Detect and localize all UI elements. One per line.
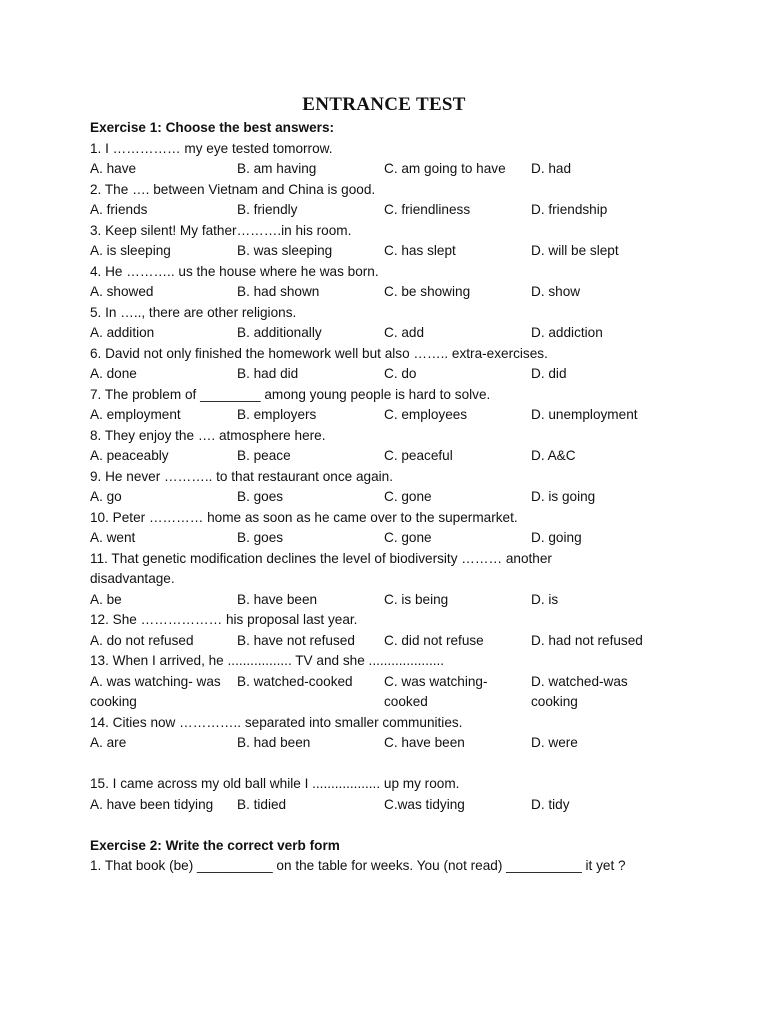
option-a: A. do not refused (90, 632, 194, 648)
option-a: A. showed (90, 284, 154, 299)
exercise-2-item-1: 1. That book (be) __________ on the table for weeks. You (not read) __________ it yet ? (90, 858, 626, 873)
exercise-1-heading: Exercise 1: Choose the best answers: (90, 120, 335, 135)
option-b: B. was sleeping (237, 243, 333, 258)
option-b: B. goes (237, 489, 284, 504)
option-b: B. had been (237, 735, 311, 750)
options-14 (90, 733, 690, 754)
question-13: 13. When I arrived, he ................. TV and she .................... (90, 653, 445, 668)
option-c: C. do (384, 366, 417, 381)
question-2: 2. The …. between Vietnam and China is good. (90, 181, 376, 197)
option-b: B. additionally (237, 325, 322, 340)
option-d: D. tidy (531, 796, 570, 812)
option-d: D. is (531, 591, 559, 607)
option-d: D. is going (531, 489, 596, 504)
option-a: A. have (90, 161, 137, 176)
option-d: D. will be slept (531, 243, 619, 258)
option-b: B. watched-cooked (237, 673, 353, 689)
question-10: 10. Peter ………… home as soon as he came over to the supermarket. (90, 509, 518, 525)
options-1 (90, 159, 690, 180)
option-b: B. tidied (237, 796, 287, 812)
option-d: D. had not refused (531, 632, 643, 648)
option-c: C. add (384, 325, 425, 340)
options-9 (90, 487, 690, 508)
options-6 (90, 364, 690, 385)
option-c: C. was watching-cooked (384, 673, 488, 709)
options-5 (90, 323, 690, 344)
option-a: A. is sleeping (90, 243, 171, 258)
option-c: C.was tidying (384, 796, 465, 812)
option-a: A. have been tidying (90, 796, 214, 812)
option-b: B. goes (237, 530, 284, 545)
option-a: A. be (90, 591, 122, 607)
question-6: 6. David not only finished the homework well but also …….. extra-exercises. (90, 345, 548, 361)
options-13 (90, 672, 690, 713)
option-b: B. had did (237, 366, 299, 381)
options-15 (90, 795, 690, 816)
option-d: D. going (531, 530, 582, 545)
options-11 (90, 590, 690, 611)
option-b: B. have not refused (237, 632, 355, 648)
option-b: B. am having (237, 161, 317, 176)
question-4: 4. He ……….. us the house where he was born. (90, 263, 379, 279)
question-11: 11. That genetic modification declines the level of biodiversity ……… another disadvantage. (90, 550, 552, 586)
option-c: C. gone (384, 489, 432, 504)
question-14: 14. Cities now ………….. separated into smaller communities. (90, 714, 463, 730)
option-c: C. gone (384, 530, 432, 545)
question-8: 8. They enjoy the …. atmosphere here. (90, 427, 326, 443)
option-a: A. peaceably (90, 448, 169, 463)
question-1: 1. I …………… my eye tested tomorrow. (90, 140, 333, 156)
option-b: B. friendly (237, 202, 298, 217)
question-12: 12. She ……………… his proposal last year. (90, 612, 358, 627)
question-9: 9. He never ……….. to that restaurant once again. (90, 468, 393, 484)
option-b: B. have been (237, 591, 318, 607)
option-c: C. friendliness (384, 202, 471, 217)
option-c: C. did not refuse (384, 632, 484, 648)
options-10 (90, 528, 690, 549)
option-d: D. friendship (531, 202, 608, 217)
option-a: A. friends (90, 202, 148, 217)
spacer (90, 815, 690, 836)
question-7: 7. The problem of ________ among young people is hard to solve. (90, 386, 491, 402)
option-c: C. peaceful (384, 448, 453, 463)
option-a: A. went (90, 530, 136, 545)
option-c: C. be showing (384, 284, 471, 299)
options-7 (90, 405, 690, 426)
option-d: D. watched-was cooking (531, 673, 628, 709)
option-d: D. show (531, 284, 581, 299)
option-b: B. peace (237, 448, 291, 463)
question-5: 5. In ….., there are other religions. (90, 304, 297, 320)
option-a: A. was watching- was cooking (90, 673, 221, 709)
option-c: C. is being (384, 591, 449, 607)
options-2 (90, 200, 690, 221)
option-c: C. has slept (384, 243, 456, 258)
option-d: D. addiction (531, 325, 603, 340)
spacer (90, 754, 690, 775)
page-title: ENTRANCE TEST (302, 94, 466, 115)
option-a: A. done (90, 366, 137, 381)
exercise-2-heading: Exercise 2: Write the correct verb form (90, 837, 340, 853)
option-a: A. go (90, 489, 122, 504)
option-a: A. addition (90, 325, 155, 340)
option-d: D. had (531, 161, 572, 176)
option-b: B. employers (237, 407, 317, 422)
option-d: D. A&C (531, 448, 576, 463)
option-b: B. had shown (237, 284, 320, 299)
option-a: A. are (90, 735, 127, 750)
options-12 (90, 631, 690, 652)
option-d: D. did (531, 366, 567, 381)
question-15: 15. I came across my old ball while I .................. up my room. (90, 776, 460, 791)
test-content (90, 118, 690, 877)
question-3: 3. Keep silent! My father……….in his room. (90, 222, 352, 238)
options-3 (90, 241, 690, 262)
options-8 (90, 446, 690, 467)
option-a: A. employment (90, 407, 181, 422)
options-4 (90, 282, 690, 303)
option-c: C. am going to have (384, 161, 506, 176)
option-c: C. have been (384, 735, 465, 750)
option-d: D. unemployment (531, 407, 638, 422)
option-d: D. were (531, 735, 578, 750)
option-c: C. employees (384, 407, 468, 422)
